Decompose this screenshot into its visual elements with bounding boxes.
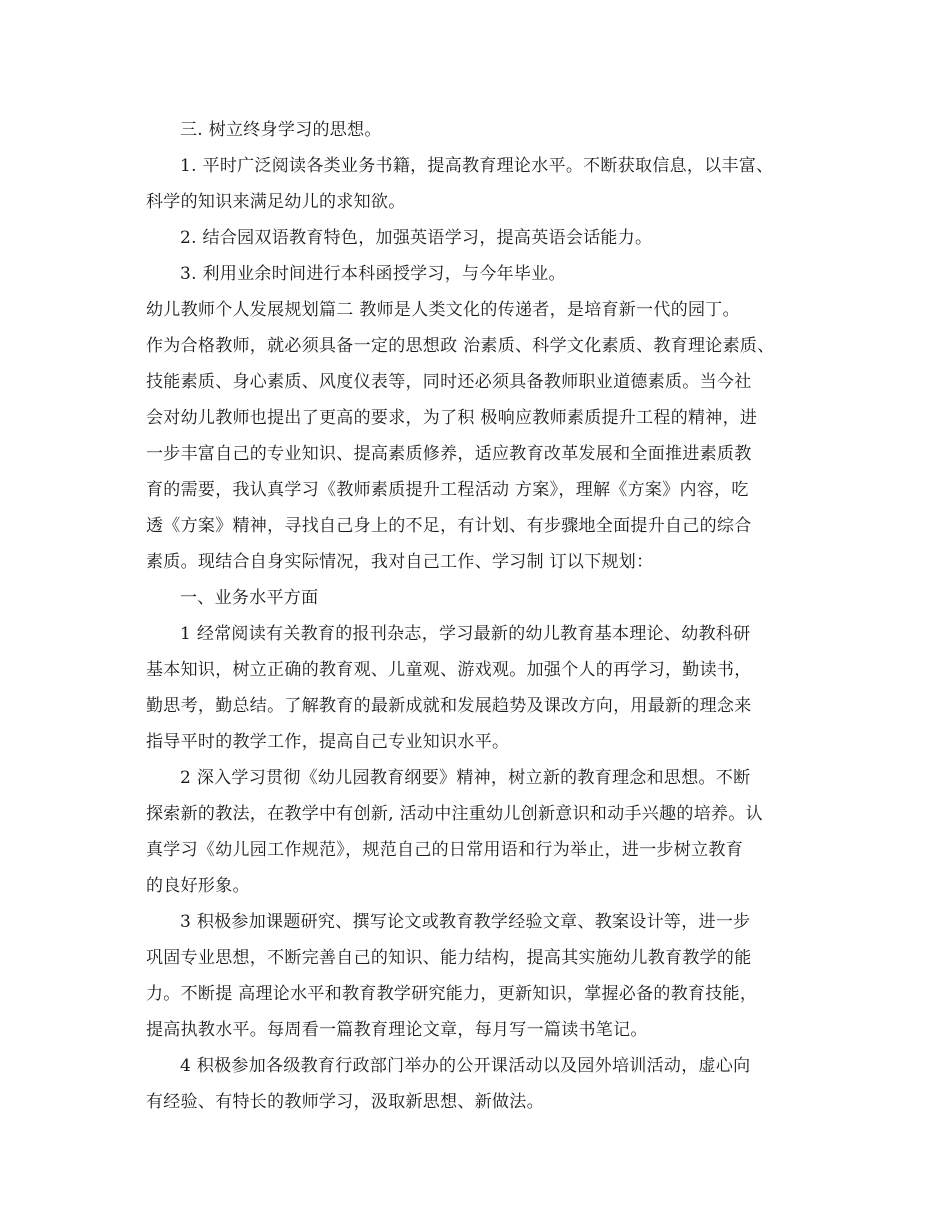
section-heading-line: 幼儿教师个人发展规划篇二 教师是人类文化的传递者，是培育新一代的园丁。 [146,300,740,320]
paragraph-line: 透《方案》精神，寻找自己身上的不足，有计划、有步骤地全面提升自己的综合 [146,516,752,536]
paragraph-line: 一步丰富自己的专业知识、提高素质修养，适应教育改革发展和全面推进素质教 [146,444,752,464]
paragraph-line: 探索新的教法，在教学中有创新, 活动中注重幼儿创新意识和动手兴趣的培养。认 [146,804,763,824]
paragraph-line: 提高执教水平。每周看一篇教育理论文章，每月写一篇读书笔记。 [146,1020,648,1040]
paragraph-line: 4 积极参加各级教育行政部门举办的公开课活动以及园外培训活动，虚心向 [180,1056,751,1076]
paragraph-line: 三. 树立终身学习的思想。 [180,120,382,140]
paragraph-line: 3 积极参加课题研究、撰写论文或教育教学经验文章、教案设计等，进一步 [180,912,751,932]
paragraph-line: 素质。现结合自身实际情况，我对自己工作、学习制 订以下规划： [146,552,654,572]
paragraph-line: 1. 平时广泛阅读各类业务书籍，提高教育理论水平。不断获取信息，以丰富、 [180,156,774,176]
paragraph-line: 技能素质、身心素质、风度仪表等，同时还必须具备教师职业道德素质。当今社 [146,372,752,392]
paragraph-line: 巩固专业思想，不断完善自己的知识、能力结构，提高其实施幼儿教育教学的能 [146,948,752,968]
paragraph-line: 作为合格教师，就必须具备一定的思想政 治素质、科学文化素质、教育理论素质、 [146,336,775,356]
paragraph-line: 的良好形象。 [146,876,250,896]
paragraph-line: 科学的知识来满足幼儿的求知欲。 [146,192,406,212]
paragraph-line: 会对幼儿教师也提出了更高的要求，为了积 极响应教师素质提升工程的精神，进 [146,408,758,428]
paragraph-line: 真学习《幼儿园工作规范》，规范自己的日常用语和行为举止，进一步树立教育 [146,840,743,860]
paragraph-line: 2 深入学习贯彻《幼儿园教育纲要》精神，树立新的教育理念和思想。不断 [180,768,751,788]
paragraph-line: 3. 利用业余时间进行本科函授学习，与今年毕业。 [180,264,566,284]
paragraph-line: 基本知识，树立正确的教育观、儿童观、游戏观。加强个人的再学习，勤读书， [146,660,752,680]
paragraph-line: 力。不断提 高理论水平和教育教学研究能力，更新知识，掌握必备的教育技能， [146,984,758,1004]
paragraph-line: 2. 结合园双语教育特色，加强英语学习，提高英语会话能力。 [180,228,653,248]
paragraph-line: 1 经常阅读有关教育的报刊杂志，学习最新的幼儿教育基本理论、幼教科研 [180,624,751,644]
paragraph-line: 指导平时的教学工作，提高自己专业知识水平。 [146,732,510,752]
paragraph-line: 有经验、有特长的教师学习，汲取新思想、新做法。 [146,1092,544,1112]
paragraph-line: 勤思考，勤总结。了解教育的最新成就和发展趋势及课改方向，用最新的理念来 [146,696,752,716]
subsection-heading: 一、业务水平方面 [180,588,319,608]
paragraph-line: 育的需要，我认真学习《教师素质提升工程活动 方案》，理解《方案》内容，吃 [146,480,749,500]
